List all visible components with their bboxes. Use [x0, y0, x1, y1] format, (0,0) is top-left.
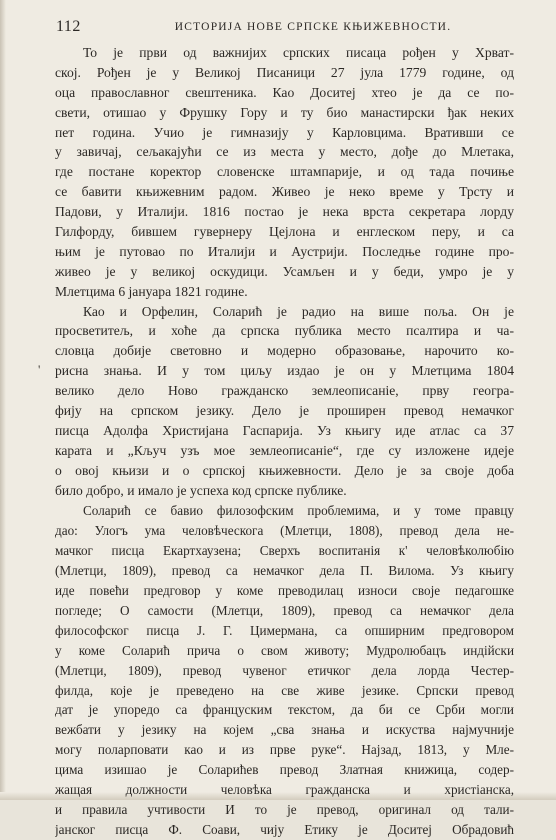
- text-line: филда, које је преведено на све живе језике. Српски превод: [55, 682, 514, 698]
- text-line: писца Адолфа Христијана Гаспарија. Уз књигу иде атлас са 37: [55, 422, 514, 438]
- text-line: пет година. Учио је гимназију у Карловцима. Вративши се: [55, 124, 514, 140]
- text-line: (Млетци, 1809), превод са немачког дела П. Вилома. Уз књигу: [55, 563, 514, 579]
- text-line: рисна знања. И у том циљу издао је он у Млетцима 1804: [55, 363, 514, 379]
- text-line: о овој књизи и о српској књижевности. Дело је за своје доба: [55, 462, 514, 478]
- text-line: Млетцима 6 јануара 1821 године.: [55, 283, 248, 299]
- text-line: где постане коректор словенске штампарије, и од тада почиње: [55, 164, 514, 180]
- text-line: било добро, и имало је успеха код српске публике.: [55, 482, 347, 498]
- paragraph-3: [55, 501, 514, 839]
- text-line: иде повећи предговор у коме преводилац износи своје педагошке: [55, 583, 514, 599]
- text-line: просветитељ, и хоће да српска публика место псалтира и ча-: [55, 323, 514, 339]
- text-line: јанског писца Ф. Соави, чију Етику је Доситеј Обрадовић: [55, 821, 514, 837]
- running-title: ИСТОРИЈА НОВЕ СРПСКЕ КЊИЖЕВНОСТИ.: [174, 21, 452, 33]
- text-line: дат је упоредо са француским текстом, да би се Срби могли: [55, 702, 514, 718]
- text-line: жащая должности человѣка гражданска и христіанска,: [55, 781, 514, 797]
- text-line: Падови, у Италији. 1816 постао је нека врста секретара лорду: [55, 204, 514, 220]
- text-line: се бавити књижевним радом. Живео је неко време у Трсту и: [55, 184, 514, 200]
- text-line: философског писца Ј. Г. Цимермана, са опширним предговором: [55, 622, 514, 638]
- page-header: [56, 18, 516, 38]
- text-line: (Млетци, 1809), превод чувеног етичког дела лорда Честер-: [55, 662, 514, 678]
- text-line: ској. Рођен је у Великој Писаници 27 јула 1779 године, од: [55, 64, 514, 80]
- page-number: 112: [56, 18, 81, 35]
- text-line: дао: Улогъ ума человѣческога (Млетци, 1808), превод дела не-: [55, 523, 514, 539]
- paragraph-1: [55, 43, 514, 302]
- text-line: могу поларповати као и из прве руке“. Најзад, 1813, у Мле-: [55, 742, 514, 758]
- text-line: њим је путовао по Италији и Аустрији. Последње године про-: [55, 243, 514, 259]
- text-line: Гилфорду, бившем гувернеру Цејлона и енглеском перу, и са: [55, 224, 514, 240]
- text-line: и правила учтивости И то је превод, оригинал од тали-: [55, 801, 514, 817]
- text-line: фију на српском језику. Дело је проширен превод немачког: [55, 403, 514, 419]
- text-line: словца добије световно и модерно образовање, нарочито ко-: [55, 343, 514, 359]
- paragraph-2: [55, 302, 514, 501]
- text-line: мачког писца Екартхаузена; Сверхъ воспитанія к' человѣколюбію: [55, 543, 514, 559]
- text-line: у коме Соларић прича о свом животу; Мудролюбацъ индійски: [55, 642, 514, 658]
- text-line: вежбати у језику на којем „сва знања и искуства најмучније: [55, 722, 514, 738]
- text-line: цима изишао је Соларићев превод Златная книжица, содер-: [55, 762, 514, 778]
- margin-mark: ': [38, 362, 41, 377]
- text-line: велико дело Ново гражданско землеописаніе, прву геогра-: [55, 383, 514, 399]
- body-text: [55, 43, 514, 840]
- page-left-edge-shadow: [0, 0, 6, 800]
- text-line: погледе; О самости (Млетци, 1809), превод са немачког дела: [55, 602, 514, 618]
- text-line: То је први од важнијих српских писаца рођен у Хрват-: [83, 45, 514, 60]
- text-line: Као и Орфелин, Соларић је радио на више поља. Он је: [83, 303, 514, 319]
- text-line: карата и „Кључ узъ мое землеописаніе“, где су изложене идеје: [55, 442, 514, 458]
- text-line: свети, отишао у Фрушку Гору и ту био манастирски ђак неких: [55, 104, 514, 120]
- text-line: у завичај, сељакајући се из места у место, дође до Млетака,: [55, 144, 514, 160]
- text-line: Соларић се бавио филозофским проблемима, и у томе правцу: [83, 503, 514, 519]
- text-line: живео је у великој оскудици. Усамљен и у беди, умро је у: [55, 263, 514, 279]
- text-line: оца православног свештеника. Као Доситеј хтео је да се по-: [55, 84, 514, 100]
